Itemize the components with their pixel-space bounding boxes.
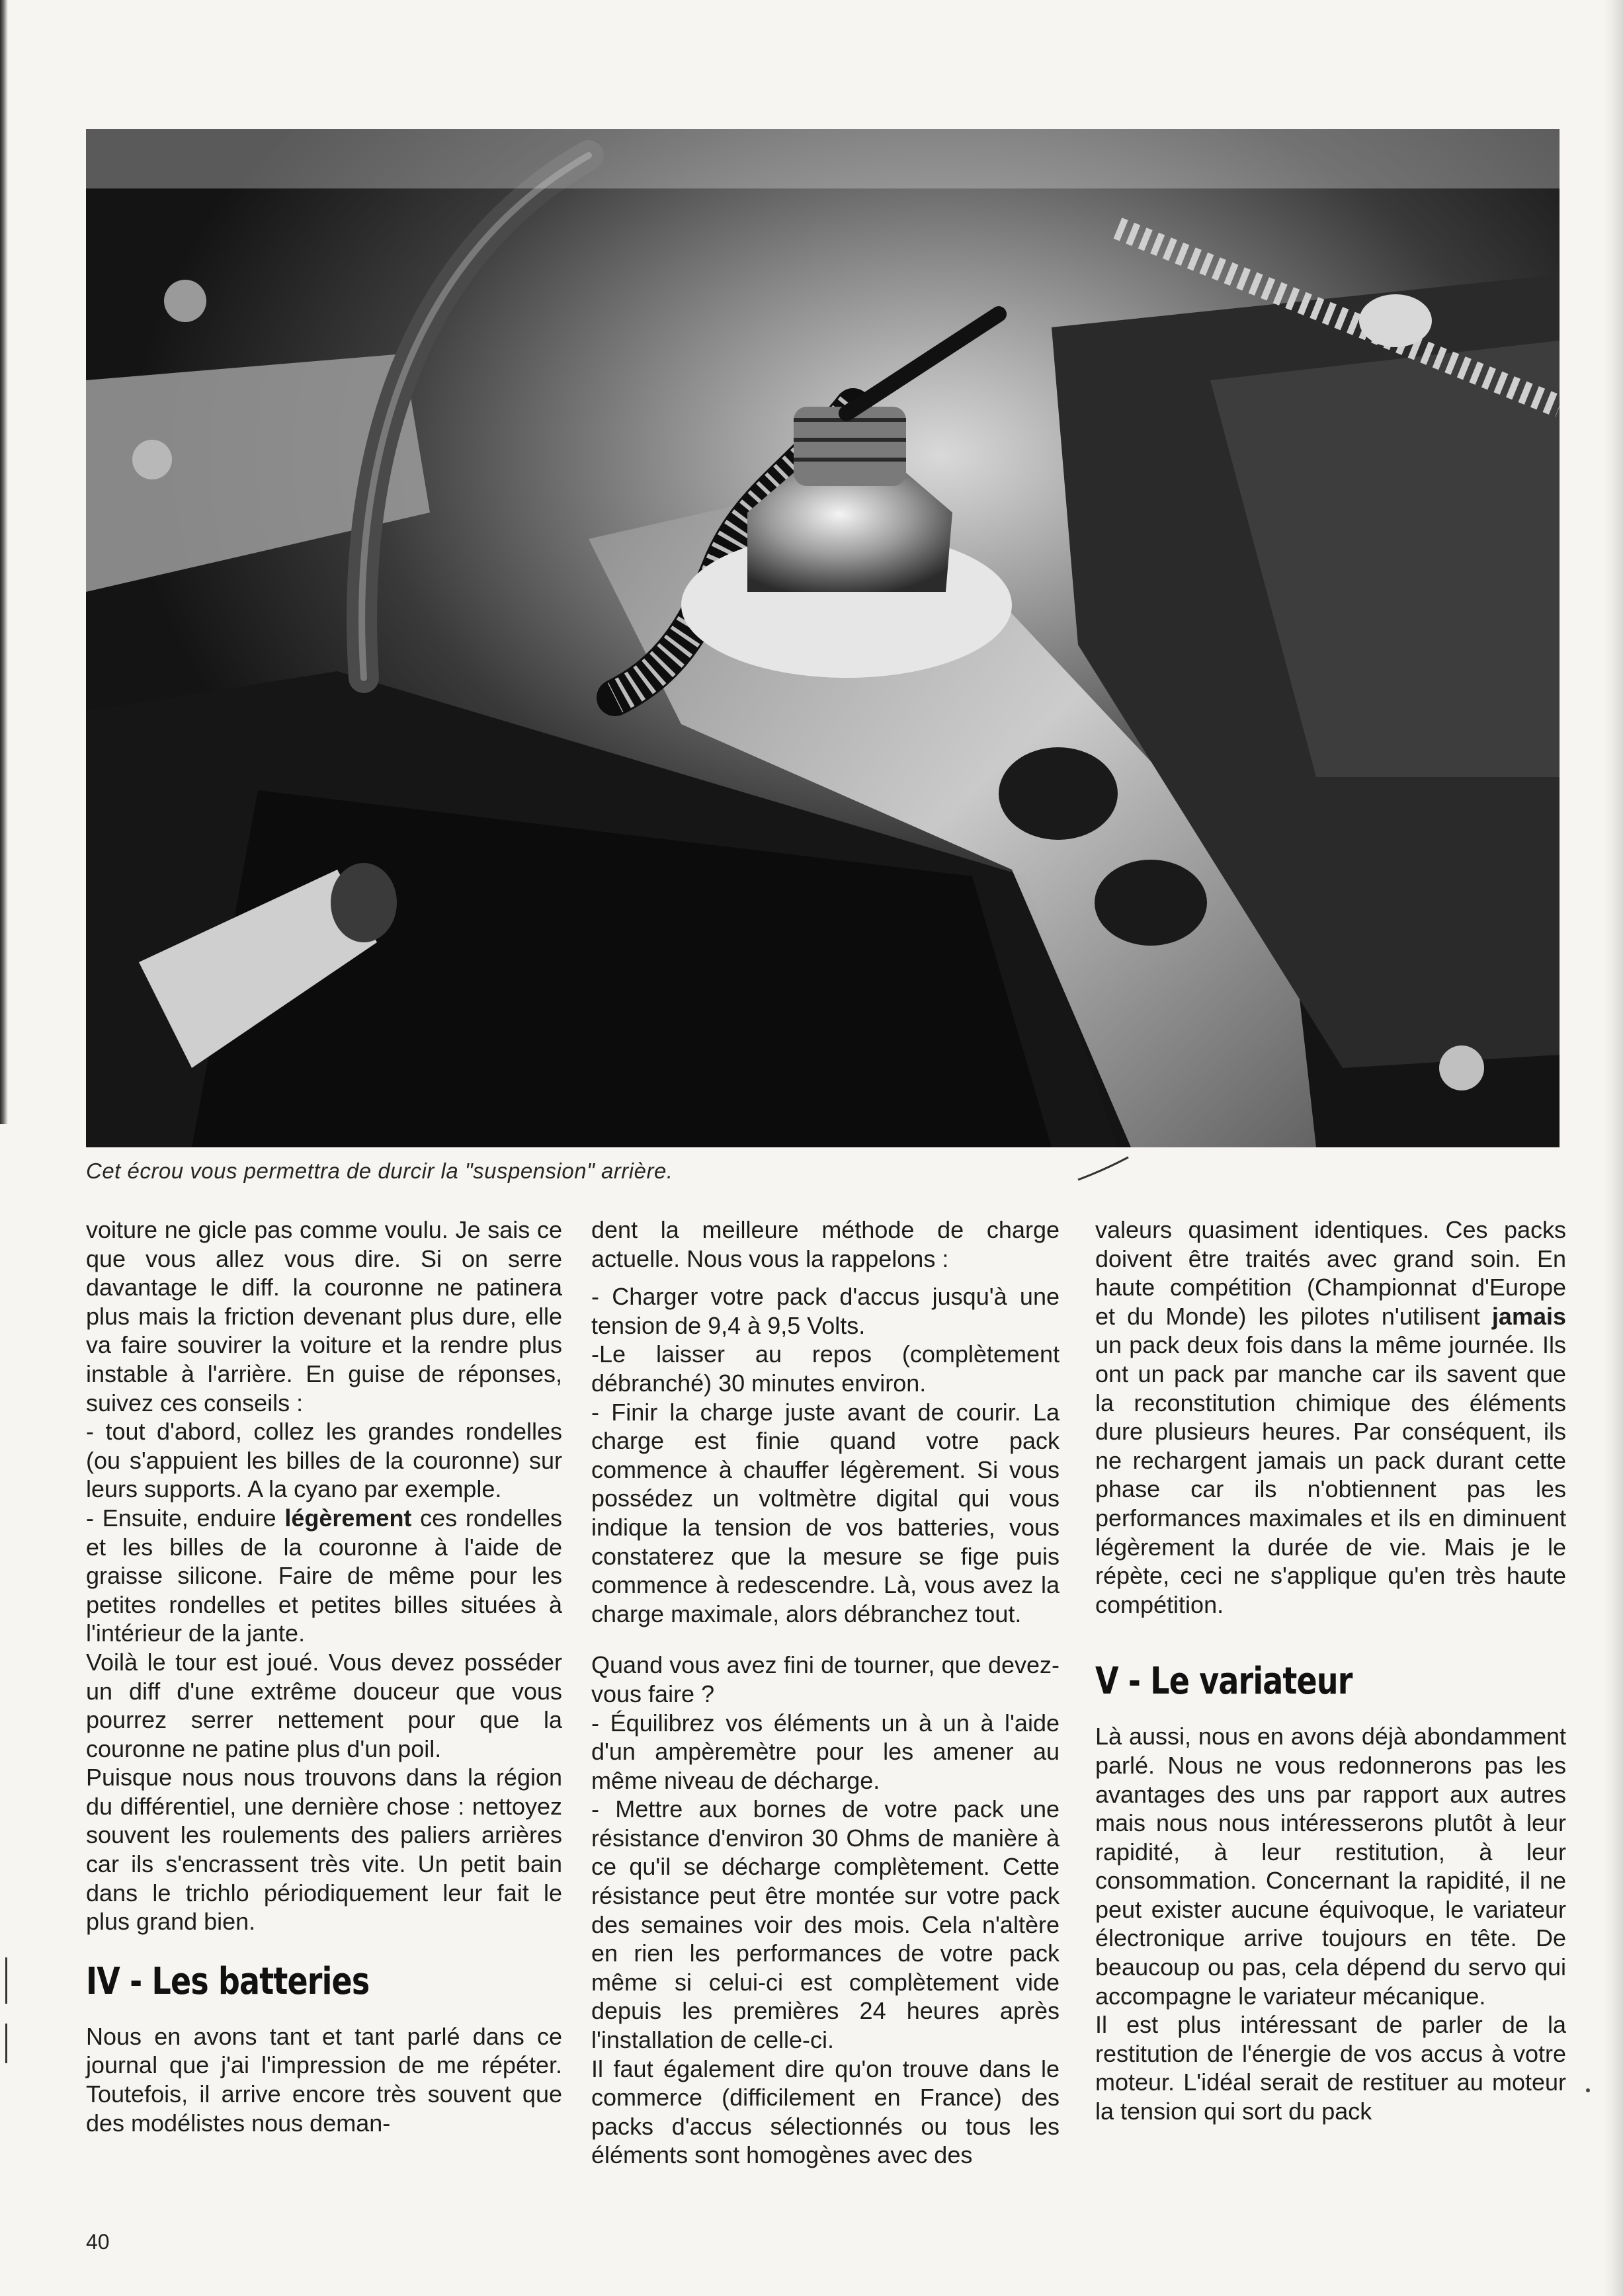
scan-edge-left bbox=[0, 0, 8, 1124]
paragraph: valeurs quasiment identiques. Ces packs doivent être traités avec grand soin. En haute compétition (Championnat d'Europe et du Monde) les pilotes n'utilisent jamais un pack deux fois dans la même journée. Ils ont un pack par manche car ils savent que la reconstitution chimique des éléments dure plusieurs heures. Par conséquent, ils ne rechargent jamais un pack durant cette phase car ils n'obtiennent pas les performances maximales et ils en diminuent légèrement la durée de vie. Mais je le répète, ceci ne s'applique qu'en très haute compétition. bbox=[1095, 1216, 1566, 1618]
scan-mark bbox=[5, 2024, 7, 2063]
paragraph: Puisque nous nous trouvons dans la région du différentiel, une dernière chose : nettoyez souvent les roulements des paliers arrières car ils s'encrassent très vite. Un petit bain dans le trichlo périodiquement leur fait le plus grand bien. bbox=[86, 1764, 562, 1936]
paragraph: - Équilibrez vos éléments un à un à l'aide d'un ampèremètre pour les amener au même niveau de décharge. bbox=[591, 1709, 1060, 1794]
paragraph: voiture ne gicle pas comme voulu. Je sais ce que vous allez vous dire. Si on serre davantage le diff. la couronne ne patinera plus mais la friction devenant plus dure, elle va faire souvirer la voiture et la rendre plus instable à l'arrière. En guise de réponses, suivez ces conseils : bbox=[86, 1216, 562, 1416]
paragraph: Il est plus intéressant de parler de la restitution de l'énergie de vos accus à votre moteur. L'idéal serait de restituer au moteur la tension qui sort du pack bbox=[1095, 2011, 1566, 2125]
paragraph: - Finir la charge juste avant de courir. La charge est finie quand votre pack commence à chauffer légèrement. Si vous possédez un voltmètre digital qui vous indique la tension de vos batteries, vous constaterez que la mesure se fige puis commence à redescendre. Là, vous avez la charge maximale, alors débranchez tout. bbox=[591, 1398, 1060, 1627]
section-heading-batteries: IV - Les batteries bbox=[86, 1959, 370, 2003]
paragraph: - tout d'abord, collez les grandes rondelles (ou s'appuient les billes de la couronne) sur leurs supports. A la cyano par exemple. bbox=[86, 1418, 562, 1503]
paragraph: Nous en avons tant et tant parlé dans ce journal que j'ai l'impression de me répéter. Toutefois, il arrive encore très souvent que des modélistes nous deman- bbox=[86, 2022, 562, 2137]
paragraph: - Mettre aux bornes de votre pack une résistance d'environ 30 Ohms de manière à ce qu'il se décharge complètement. Cette résistance peut être montée sur votre pack des semaines voir des mois. Cela n'altère en rien les performances de votre pack même si celui-ci est complètement vide depuis les premières 24 heures après l'installation de celle-ci. bbox=[591, 1795, 1060, 2054]
paragraph: - Charger votre pack d'accus jusqu'à une tension de 9,4 à 9,5 Volts. bbox=[591, 1283, 1060, 1339]
paragraph: Quand vous avez fini de tourner, que devez-vous faire ? bbox=[591, 1651, 1060, 1707]
scan-edge-right bbox=[1603, 0, 1623, 2296]
paragraph: Il faut également dire qu'on trouve dans le commerce (difficilement en France) des packs d'accus sélectionnés ou tous les éléments sont homogènes avec des bbox=[591, 2055, 1060, 2169]
emphasis: jamais bbox=[1491, 1302, 1566, 1330]
paragraph: Voilà le tour est joué. Vous devez posséder un diff d'une extrême douceur que vous pourrez serrer nettement pour que la couronne ne patine plus d'un poil. bbox=[86, 1648, 562, 1762]
paragraph: -Le laisser au repos (complètement débranché) 30 minutes environ. bbox=[591, 1340, 1060, 1397]
text-column-3 bbox=[1095, 1215, 1566, 2126]
emphasis: légèrement bbox=[284, 1504, 412, 1532]
text-column-1 bbox=[86, 1215, 562, 2137]
text-column-2 bbox=[591, 1215, 1060, 2170]
photo-rear-suspension-nut bbox=[86, 129, 1560, 1147]
scan-speck bbox=[1586, 2088, 1590, 2092]
paragraph: dent la meilleure méthode de charge actuelle. Nous vous la rappelons : bbox=[591, 1216, 1060, 1272]
section-heading-variateur: V - Le variateur bbox=[1095, 1660, 1352, 1703]
photo-illustration bbox=[86, 129, 1560, 1147]
page-number: 40 bbox=[86, 2230, 110, 2254]
paragraph: - Ensuite, enduire légèrement ces rondelles et les billes de la couronne à l'aide de graisse silicone. Faire de même pour les petites rondelles et petites billes situées à l'intérieur de la jante. bbox=[86, 1504, 562, 1647]
scan-mark bbox=[5, 1957, 7, 2004]
photo-caption: Cet écrou vous permettra de durcir la "suspension" arrière. bbox=[86, 1159, 673, 1183]
paragraph: Là aussi, nous en avons déjà abondamment parlé. Nous ne vous redonnerons pas les avantages des uns par rapport aux autres mais nous nous intéresserons plutôt à leur rapidité, à leur restitution, à leur consommation. Concernant la rapidité, il ne peut exister aucune équivoque, le variateur électronique arrive toujours en tête. De beaucoup ou pas, cela dépend du servo qui accompagne le variateur mécanique. bbox=[1095, 1723, 1566, 2010]
caption-mark bbox=[1077, 1156, 1130, 1182]
